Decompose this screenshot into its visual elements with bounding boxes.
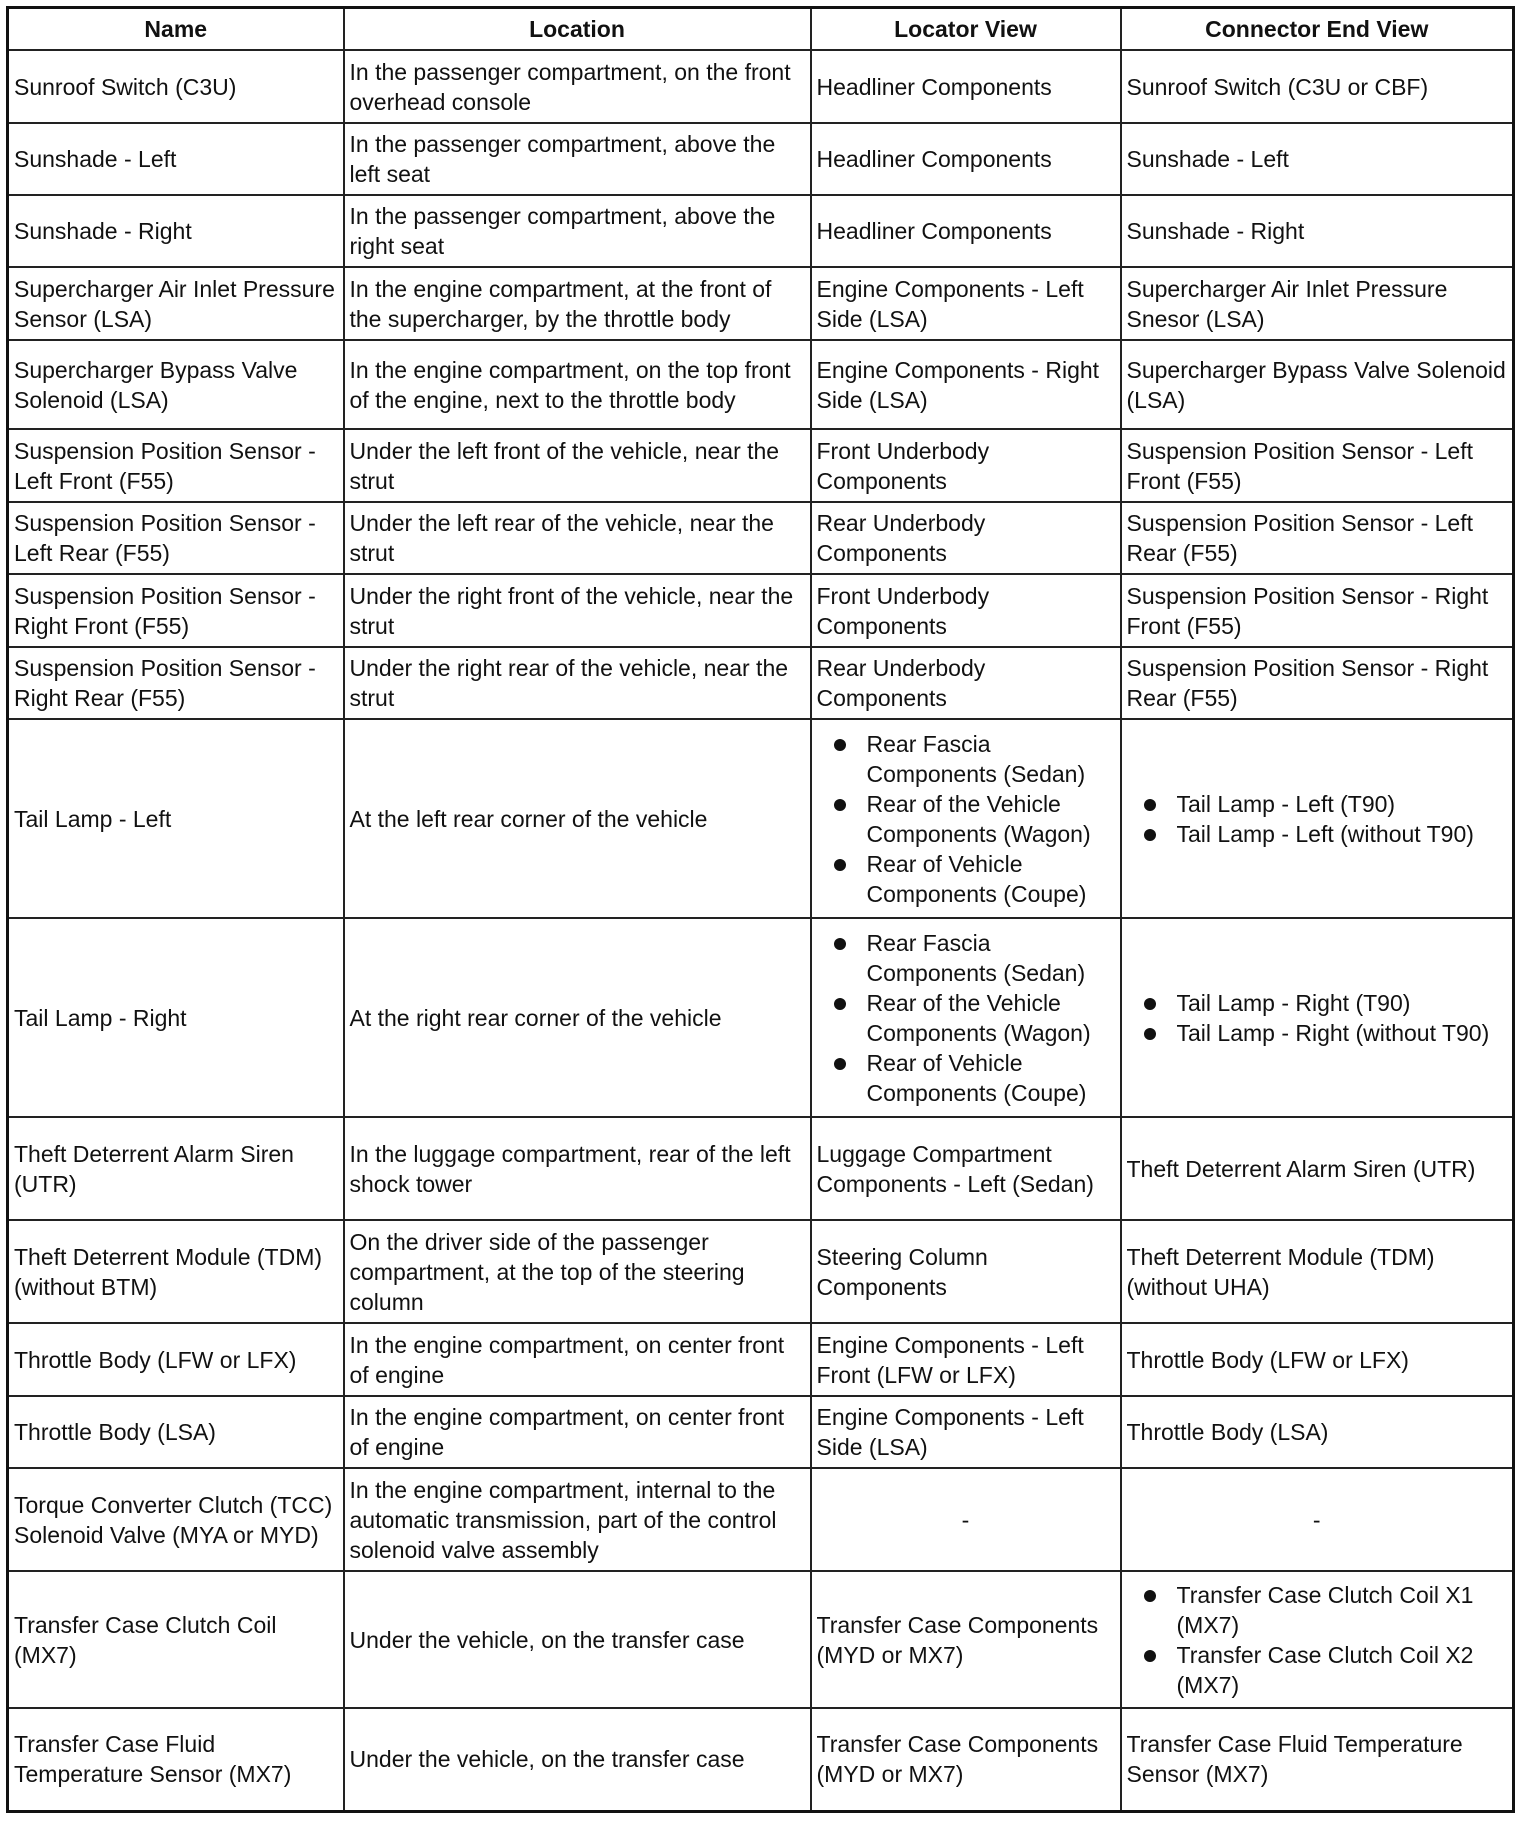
bullet-list <box>1127 988 1508 1048</box>
bullet-list <box>817 928 1115 1108</box>
connector-end-view-cell <box>1121 918 1514 1117</box>
header-connector-end-view: Connector End View <box>1121 8 1514 51</box>
name-cell: Torque Converter Clutch (TCC) Solenoid Valve (MYA or MYD) <box>8 1468 344 1571</box>
location-cell: Under the vehicle, on the transfer case <box>344 1708 811 1811</box>
header-row <box>8 8 1514 51</box>
table-row <box>8 1117 1514 1220</box>
table-row <box>8 1323 1514 1396</box>
connector-end-view-cell: Transfer Case Fluid Temperature Sensor (MX7) <box>1121 1708 1514 1811</box>
locator-view-cell: Headliner Components <box>811 195 1121 267</box>
locator-view-cell: Front Underbody Components <box>811 574 1121 647</box>
name-cell: Throttle Body (LFW or LFX) <box>8 1323 344 1396</box>
connector-end-view-cell: Throttle Body (LFW or LFX) <box>1121 1323 1514 1396</box>
connector-end-view-cell: Suspension Position Sensor - Right Rear (F55) <box>1121 647 1514 719</box>
table-row <box>8 647 1514 719</box>
name-cell: Tail Lamp - Right <box>8 918 344 1117</box>
location-cell: Under the left front of the vehicle, near the strut <box>344 429 811 502</box>
name-cell: Suspension Position Sensor - Left Rear (F55) <box>8 502 344 574</box>
connector-end-view-cell: Sunshade - Right <box>1121 195 1514 267</box>
connector-end-view-cell: Supercharger Air Inlet Pressure Snesor (LSA) <box>1121 267 1514 340</box>
connector-end-view-cell: Suspension Position Sensor - Left Rear (F55) <box>1121 502 1514 574</box>
name-cell: Tail Lamp - Left <box>8 719 344 918</box>
table-row <box>8 502 1514 574</box>
name-cell: Sunshade - Right <box>8 195 344 267</box>
locator-view-cell: Engine Components - Right Side (LSA) <box>811 340 1121 429</box>
bullet-item: Rear Fascia Components (Sedan) <box>817 928 1115 988</box>
bullet-item: Rear Fascia Components (Sedan) <box>817 729 1115 789</box>
bullet-item: Transfer Case Clutch Coil X2 (MX7) <box>1127 1640 1508 1700</box>
table-row <box>8 1396 1514 1468</box>
connector-end-view-cell: Throttle Body (LSA) <box>1121 1396 1514 1468</box>
name-cell: Theft Deterrent Module (TDM) (without BTM) <box>8 1220 344 1323</box>
table-row <box>8 719 1514 918</box>
name-cell: Supercharger Bypass Valve Solenoid (LSA) <box>8 340 344 429</box>
location-cell: In the passenger compartment, above the right seat <box>344 195 811 267</box>
location-cell: In the engine compartment, on center front of engine <box>344 1323 811 1396</box>
locator-view-cell: Luggage Compartment Components - Left (Sedan) <box>811 1117 1121 1220</box>
table-row <box>8 918 1514 1117</box>
location-cell: Under the right rear of the vehicle, near the strut <box>344 647 811 719</box>
table-row <box>8 267 1514 340</box>
location-cell: Under the right front of the vehicle, near the strut <box>344 574 811 647</box>
name-cell: Transfer Case Fluid Temperature Sensor (MX7) <box>8 1708 344 1811</box>
bullet-list <box>817 729 1115 909</box>
connector-end-view-cell: Suspension Position Sensor - Left Front (F55) <box>1121 429 1514 502</box>
location-cell: In the engine compartment, at the front of the supercharger, by the throttle body <box>344 267 811 340</box>
location-cell: At the right rear corner of the vehicle <box>344 918 811 1117</box>
bullet-item: Rear of Vehicle Components (Coupe) <box>817 849 1115 909</box>
locator-view-cell: Rear Underbody Components <box>811 502 1121 574</box>
bullet-item: Tail Lamp - Right (without T90) <box>1127 1018 1508 1048</box>
table-row <box>8 1220 1514 1323</box>
locator-view-cell: Engine Components - Left Front (LFW or LFX) <box>811 1323 1121 1396</box>
connector-end-view-cell <box>1121 719 1514 918</box>
header-location: Location <box>344 8 811 51</box>
table-row <box>8 195 1514 267</box>
bullet-item: Rear of the Vehicle Components (Wagon) <box>817 789 1115 849</box>
table-row <box>8 429 1514 502</box>
location-cell: Under the left rear of the vehicle, near the strut <box>344 502 811 574</box>
table-row <box>8 123 1514 195</box>
bullet-list <box>1127 1580 1508 1700</box>
locator-view-cell <box>811 918 1121 1117</box>
connector-end-view-cell: - <box>1121 1468 1514 1571</box>
location-cell: In the engine compartment, internal to the automatic transmission, part of the control solenoid valve assembly <box>344 1468 811 1571</box>
table-row <box>8 340 1514 429</box>
locator-view-cell: Headliner Components <box>811 50 1121 123</box>
name-cell: Suspension Position Sensor - Right Front (F55) <box>8 574 344 647</box>
table-row <box>8 574 1514 647</box>
name-cell: Theft Deterrent Alarm Siren (UTR) <box>8 1117 344 1220</box>
component-locator-table <box>6 6 1515 1813</box>
locator-view-cell: Transfer Case Components (MYD or MX7) <box>811 1571 1121 1708</box>
locator-view-cell: Transfer Case Components (MYD or MX7) <box>811 1708 1121 1811</box>
connector-end-view-cell: Theft Deterrent Alarm Siren (UTR) <box>1121 1117 1514 1220</box>
location-cell: In the passenger compartment, above the left seat <box>344 123 811 195</box>
table-row <box>8 50 1514 123</box>
bullet-item: Rear of Vehicle Components (Coupe) <box>817 1048 1115 1108</box>
location-cell: Under the vehicle, on the transfer case <box>344 1571 811 1708</box>
location-cell: On the driver side of the passenger compartment, at the top of the steering column <box>344 1220 811 1323</box>
name-cell: Sunroof Switch (C3U) <box>8 50 344 123</box>
locator-view-cell: Front Underbody Components <box>811 429 1121 502</box>
bullet-item: Tail Lamp - Left (T90) <box>1127 789 1508 819</box>
location-cell: In the engine compartment, on the top front of the engine, next to the throttle body <box>344 340 811 429</box>
location-cell: In the engine compartment, on center front of engine <box>344 1396 811 1468</box>
name-cell: Suspension Position Sensor - Right Rear (F55) <box>8 647 344 719</box>
connector-end-view-cell <box>1121 1571 1514 1708</box>
connector-end-view-cell: Suspension Position Sensor - Right Front (F55) <box>1121 574 1514 647</box>
connector-end-view-cell: Theft Deterrent Module (TDM) (without UHA) <box>1121 1220 1514 1323</box>
connector-end-view-cell: Sunroof Switch (C3U or CBF) <box>1121 50 1514 123</box>
table-row <box>8 1571 1514 1708</box>
name-cell: Throttle Body (LSA) <box>8 1396 344 1468</box>
location-cell: At the left rear corner of the vehicle <box>344 719 811 918</box>
bullet-item: Rear of the Vehicle Components (Wagon) <box>817 988 1115 1048</box>
connector-end-view-cell: Supercharger Bypass Valve Solenoid (LSA) <box>1121 340 1514 429</box>
name-cell: Suspension Position Sensor - Left Front (F55) <box>8 429 344 502</box>
location-cell: In the passenger compartment, on the front overhead console <box>344 50 811 123</box>
bullet-item: Transfer Case Clutch Coil X1 (MX7) <box>1127 1580 1508 1640</box>
locator-view-cell: Engine Components - Left Side (LSA) <box>811 1396 1121 1468</box>
locator-view-cell: - <box>811 1468 1121 1571</box>
table-row <box>8 1468 1514 1571</box>
connector-end-view-cell: Sunshade - Left <box>1121 123 1514 195</box>
locator-view-cell: Steering Column Components <box>811 1220 1121 1323</box>
locator-view-cell: Engine Components - Left Side (LSA) <box>811 267 1121 340</box>
bullet-item: Tail Lamp - Right (T90) <box>1127 988 1508 1018</box>
name-cell: Sunshade - Left <box>8 123 344 195</box>
header-locator-view: Locator View <box>811 8 1121 51</box>
locator-view-cell: Headliner Components <box>811 123 1121 195</box>
bullet-item: Tail Lamp - Left (without T90) <box>1127 819 1508 849</box>
location-cell: In the luggage compartment, rear of the left shock tower <box>344 1117 811 1220</box>
locator-view-cell: Rear Underbody Components <box>811 647 1121 719</box>
name-cell: Transfer Case Clutch Coil (MX7) <box>8 1571 344 1708</box>
header-name: Name <box>8 8 344 51</box>
table-row <box>8 1708 1514 1811</box>
bullet-list <box>1127 789 1508 849</box>
name-cell: Supercharger Air Inlet Pressure Sensor (LSA) <box>8 267 344 340</box>
locator-view-cell <box>811 719 1121 918</box>
